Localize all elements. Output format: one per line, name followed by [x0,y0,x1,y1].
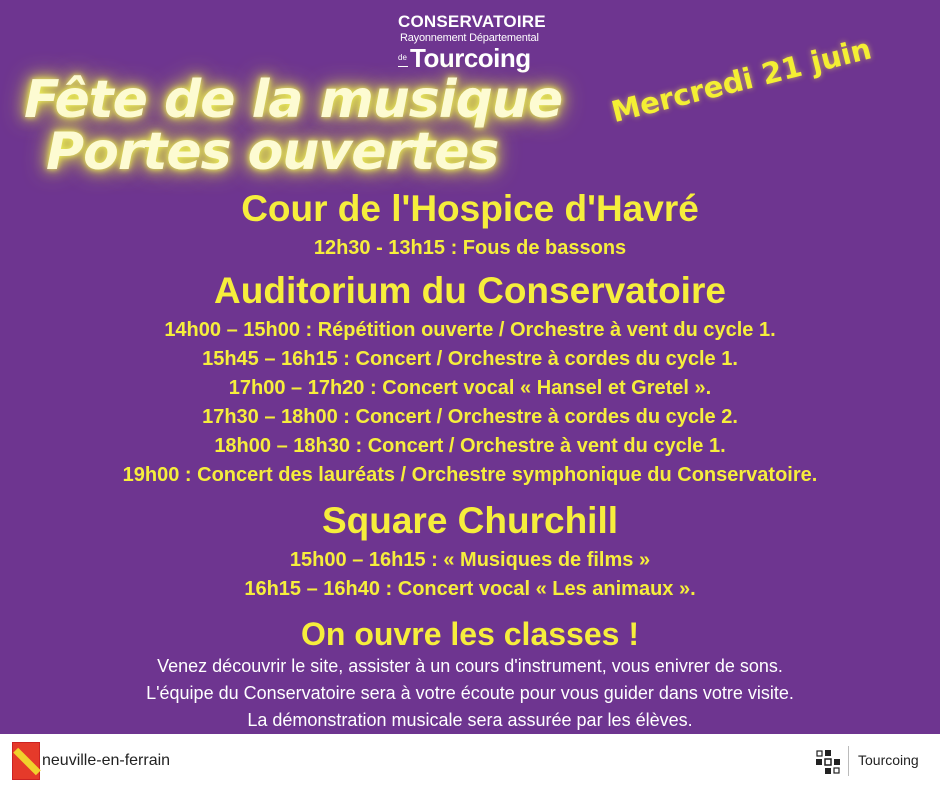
crest-band [13,748,41,776]
footer-separator [848,746,849,776]
headline [18,70,658,190]
neuville-name: neuville-en-ferrain [42,752,171,769]
classes-line-2: L'équipe du Conservatoire sera à votre écoute pour vous guider dans votre visite. [146,683,794,703]
event-auditorium-1: 14h00 – 15h00 : Répétition ouverte / Orchestre à vent du cycle 1. [164,319,776,341]
footer-bar [0,734,940,788]
logo-line-rayonnement: Rayonnement Départemental [400,32,539,44]
logo-line-tourcoing: Tourcoing [410,43,531,73]
event-auditorium-2: 15h45 – 16h15 : Concert / Orchestre à cordes du cycle 1. [202,348,738,370]
event-hospice-1: 12h30 - 13h15 : Fous de bassons [313,237,627,259]
event-auditorium-6: 19h00 : Concert des lauréats / Orchestre symphonique du Conservatoire. [122,464,818,486]
event-auditorium-5: 18h00 – 18h30 : Concert / Orchestre à vent du cycle 1. [214,435,726,457]
classes-line-1: Venez découvrir le site, assister à un cours d'instrument, vous enivrer de sons. [157,656,783,676]
neuville-crest-icon [12,742,40,780]
event-churchill-2: 16h15 – 16h40 : Concert vocal « Les animaux ». [244,578,696,600]
classes-title: On ouvre les classes ! [301,616,639,652]
headline-line-1: Fête de la musique [24,70,563,130]
venue-hospice: Cour de l'Hospice d'Havré [241,188,699,229]
classes-line-3: La démonstration musicale sera assurée par les élèves. [247,710,693,730]
venue-churchill: Square Churchill [321,500,619,541]
venue-auditorium: Auditorium du Conservatoire [214,270,726,311]
logo-line-conservatoire: CONSERVATOIRE [398,12,546,31]
logo-underline [398,66,408,67]
logo-line-de: de [398,53,407,62]
conservatoire-logo [398,12,544,74]
event-churchill-1: 15h00 – 16h15 : « Musiques de films » [289,549,651,571]
event-date: Mercredi 21 juin [608,31,875,129]
tourcoing-logo-icon [816,750,840,774]
event-auditorium-3: 17h00 – 17h20 : Concert vocal « Hansel et Gretel ». [228,377,712,399]
headline-line-2: Portes ouvertes [46,122,499,182]
event-auditorium-4: 17h30 – 18h00 : Concert / Orchestre à cordes du cycle 2. [202,406,738,428]
tourcoing-name: Tourcoing [858,752,919,768]
